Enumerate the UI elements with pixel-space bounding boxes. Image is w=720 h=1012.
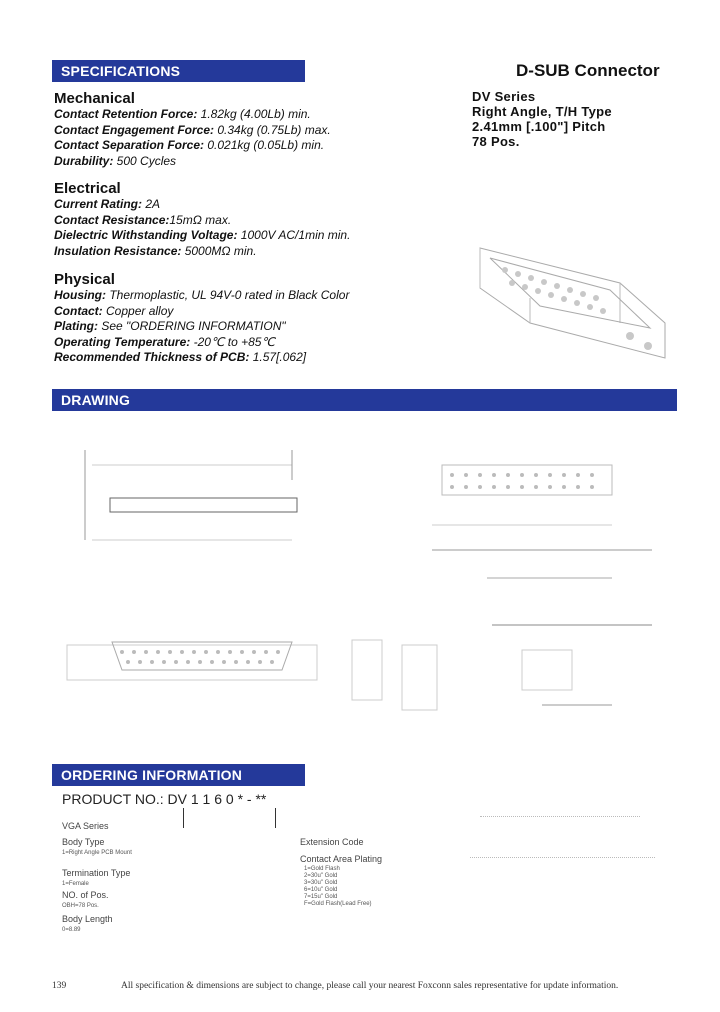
subtitle-line: DV Series <box>472 89 536 104</box>
field-body-length: Body Length <box>62 914 113 924</box>
field-body-length-detail: 0=8.89 <box>62 927 81 933</box>
field-body-type: Body Type <box>62 837 105 847</box>
spec-row: Contact Resistance:15mΩ max. <box>54 212 232 227</box>
product-title: D-SUB Connector <box>516 61 660 80</box>
connector-photo <box>470 228 670 378</box>
spec-row: Dielectric Withstanding Voltage: 1000V AC/1min min. <box>54 228 351 242</box>
page-number: 139 <box>52 981 67 991</box>
spec-row: Contact Separation Force: 0.021kg (0.05Lb) min. <box>54 138 325 152</box>
spec-row: Contact Retention Force: 1.82kg (4.00Lb) min. <box>54 107 311 121</box>
electrical-heading: Electrical <box>54 180 121 197</box>
mechanical-specs <box>54 107 331 169</box>
plating-option: F=Gold Flash(Lead Free) <box>304 901 372 907</box>
spec-row: Operating Temperature: -20℃ to +85℃ <box>54 334 275 349</box>
technical-drawing <box>52 420 672 750</box>
plating-option: 6=10u" Gold <box>304 887 338 893</box>
field-positions: NO. of Pos. <box>62 890 109 900</box>
plating-option: 1=Gold Flash <box>304 866 340 872</box>
spec-row: Current Rating: 2A <box>54 197 161 211</box>
physical-heading: Physical <box>54 271 115 288</box>
specifications-label: SPECIFICATIONS <box>61 63 181 79</box>
spec-row: Contact Engagement Force: 0.34kg (0.75Lb) max. <box>54 122 331 137</box>
code-pointer-line <box>183 808 184 828</box>
spec-row: Housing: Thermoplastic, UL 94V-0 rated in Black Color <box>54 288 350 302</box>
electrical-specs <box>54 197 350 259</box>
spec-row: Insulation Resistance: 5000MΩ min. <box>54 243 257 258</box>
plating-options <box>300 866 372 908</box>
specifications-bar <box>52 60 305 82</box>
subtitle-line: 2.41mm [.100"] Pitch <box>472 119 606 134</box>
product-number: PRODUCT NO.: DV 1 1 6 0 * - ** <box>62 791 267 807</box>
code-pointer-line <box>275 808 276 828</box>
spec-row: Durability: 500 Cycles <box>54 153 177 168</box>
plating-option: 2=30u" Gold <box>304 873 338 879</box>
product-subtitle <box>472 89 612 149</box>
physical-specs <box>54 288 349 366</box>
drawing-bar <box>52 389 677 411</box>
drawing-label: DRAWING <box>61 392 131 408</box>
field-extension-code: Extension Code <box>300 837 364 847</box>
spec-row: Plating: See "ORDERING INFORMATION" <box>54 319 286 333</box>
ordering-bar <box>52 764 305 786</box>
field-termination: Termination Type <box>62 868 131 878</box>
plating-option: 7=15u" Gold <box>304 894 338 900</box>
faint-note-line <box>480 816 640 818</box>
field-plating: Contact Area Plating <box>300 854 383 864</box>
footer-disclaimer: All specification & dimensions are subject to change, please call your nearest Foxconn sales representative for update information. <box>121 981 619 991</box>
plating-option: 3=30u" Gold <box>304 880 338 886</box>
field-body-type-detail: 1=Right Angle PCB Mount <box>62 850 132 856</box>
subtitle-line: 78 Pos. <box>472 134 520 149</box>
subtitle-line: Right Angle, T/H Type <box>472 104 612 119</box>
field-termination-detail: 1=Female <box>62 881 89 887</box>
mechanical-heading: Mechanical <box>54 90 135 107</box>
ordering-label: ORDERING INFORMATION <box>61 767 243 783</box>
faint-note-line <box>470 857 655 859</box>
spec-row: Contact: Copper alloy <box>54 303 174 318</box>
spec-row: Recommended Thickness of PCB: 1.57[.062] <box>54 350 307 364</box>
field-series: VGA Series <box>62 821 109 831</box>
field-positions-detail: OBH=78 Pos. <box>62 903 99 909</box>
